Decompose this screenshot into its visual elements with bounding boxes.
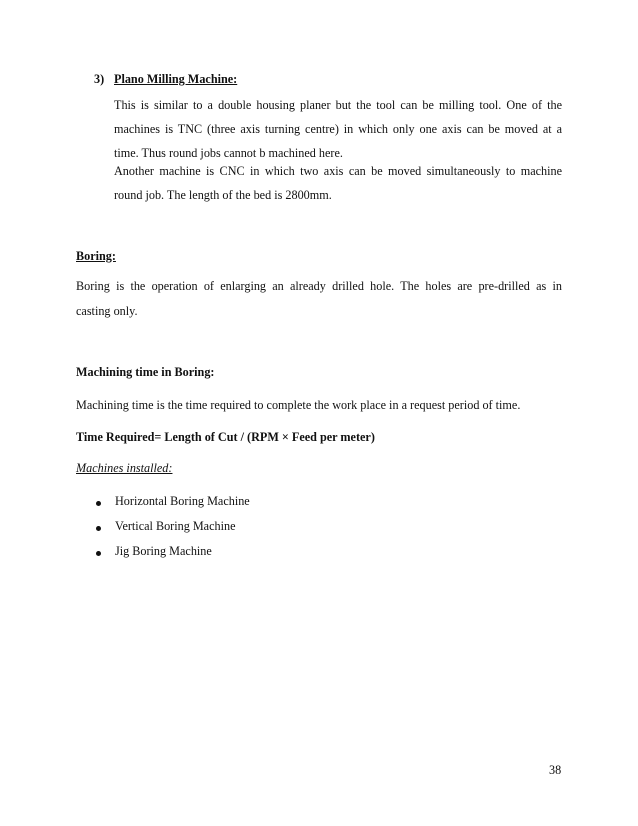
list-item: Jig Boring Machine (115, 544, 212, 558)
plano-line-2: machines is TNC (three axis turning centre) in which only one axis can be moved at a (114, 122, 562, 136)
bullet-icon (96, 501, 101, 506)
list-item: Horizontal Boring Machine (115, 494, 250, 508)
plano-line-4: Another machine is CNC in which two axis can be moved simultaneously to machine (114, 164, 562, 178)
list-number: 3) (94, 72, 105, 86)
page-number: 38 (549, 763, 562, 777)
bullet-icon (96, 526, 101, 531)
plano-line-3: time. Thus round jobs cannot b machined here. (114, 146, 343, 160)
machines-heading: Machines installed: (76, 461, 173, 475)
list-item: Vertical Boring Machine (115, 519, 236, 533)
machining-time-heading: Machining time in Boring: (76, 365, 215, 379)
plano-line-1: This is similar to a double housing planer but the tool can be milling tool. One of the (114, 98, 562, 112)
plano-line-5: round job. The length of the bed is 2800mm. (114, 188, 332, 202)
boring-line-2: casting only. (76, 304, 138, 318)
machining-time-body: Machining time is the time required to complete the work place in a request period of time. (76, 398, 521, 412)
bullet-icon (96, 551, 101, 556)
formula: Time Required= Length of Cut / (RPM × Feed per meter) (76, 430, 375, 444)
boring-heading: Boring: (76, 249, 116, 263)
boring-line-1: Boring is the operation of enlarging an already drilled hole. The holes are pre-drilled as in (76, 279, 562, 293)
plano-heading: Plano Milling Machine: (114, 72, 238, 86)
